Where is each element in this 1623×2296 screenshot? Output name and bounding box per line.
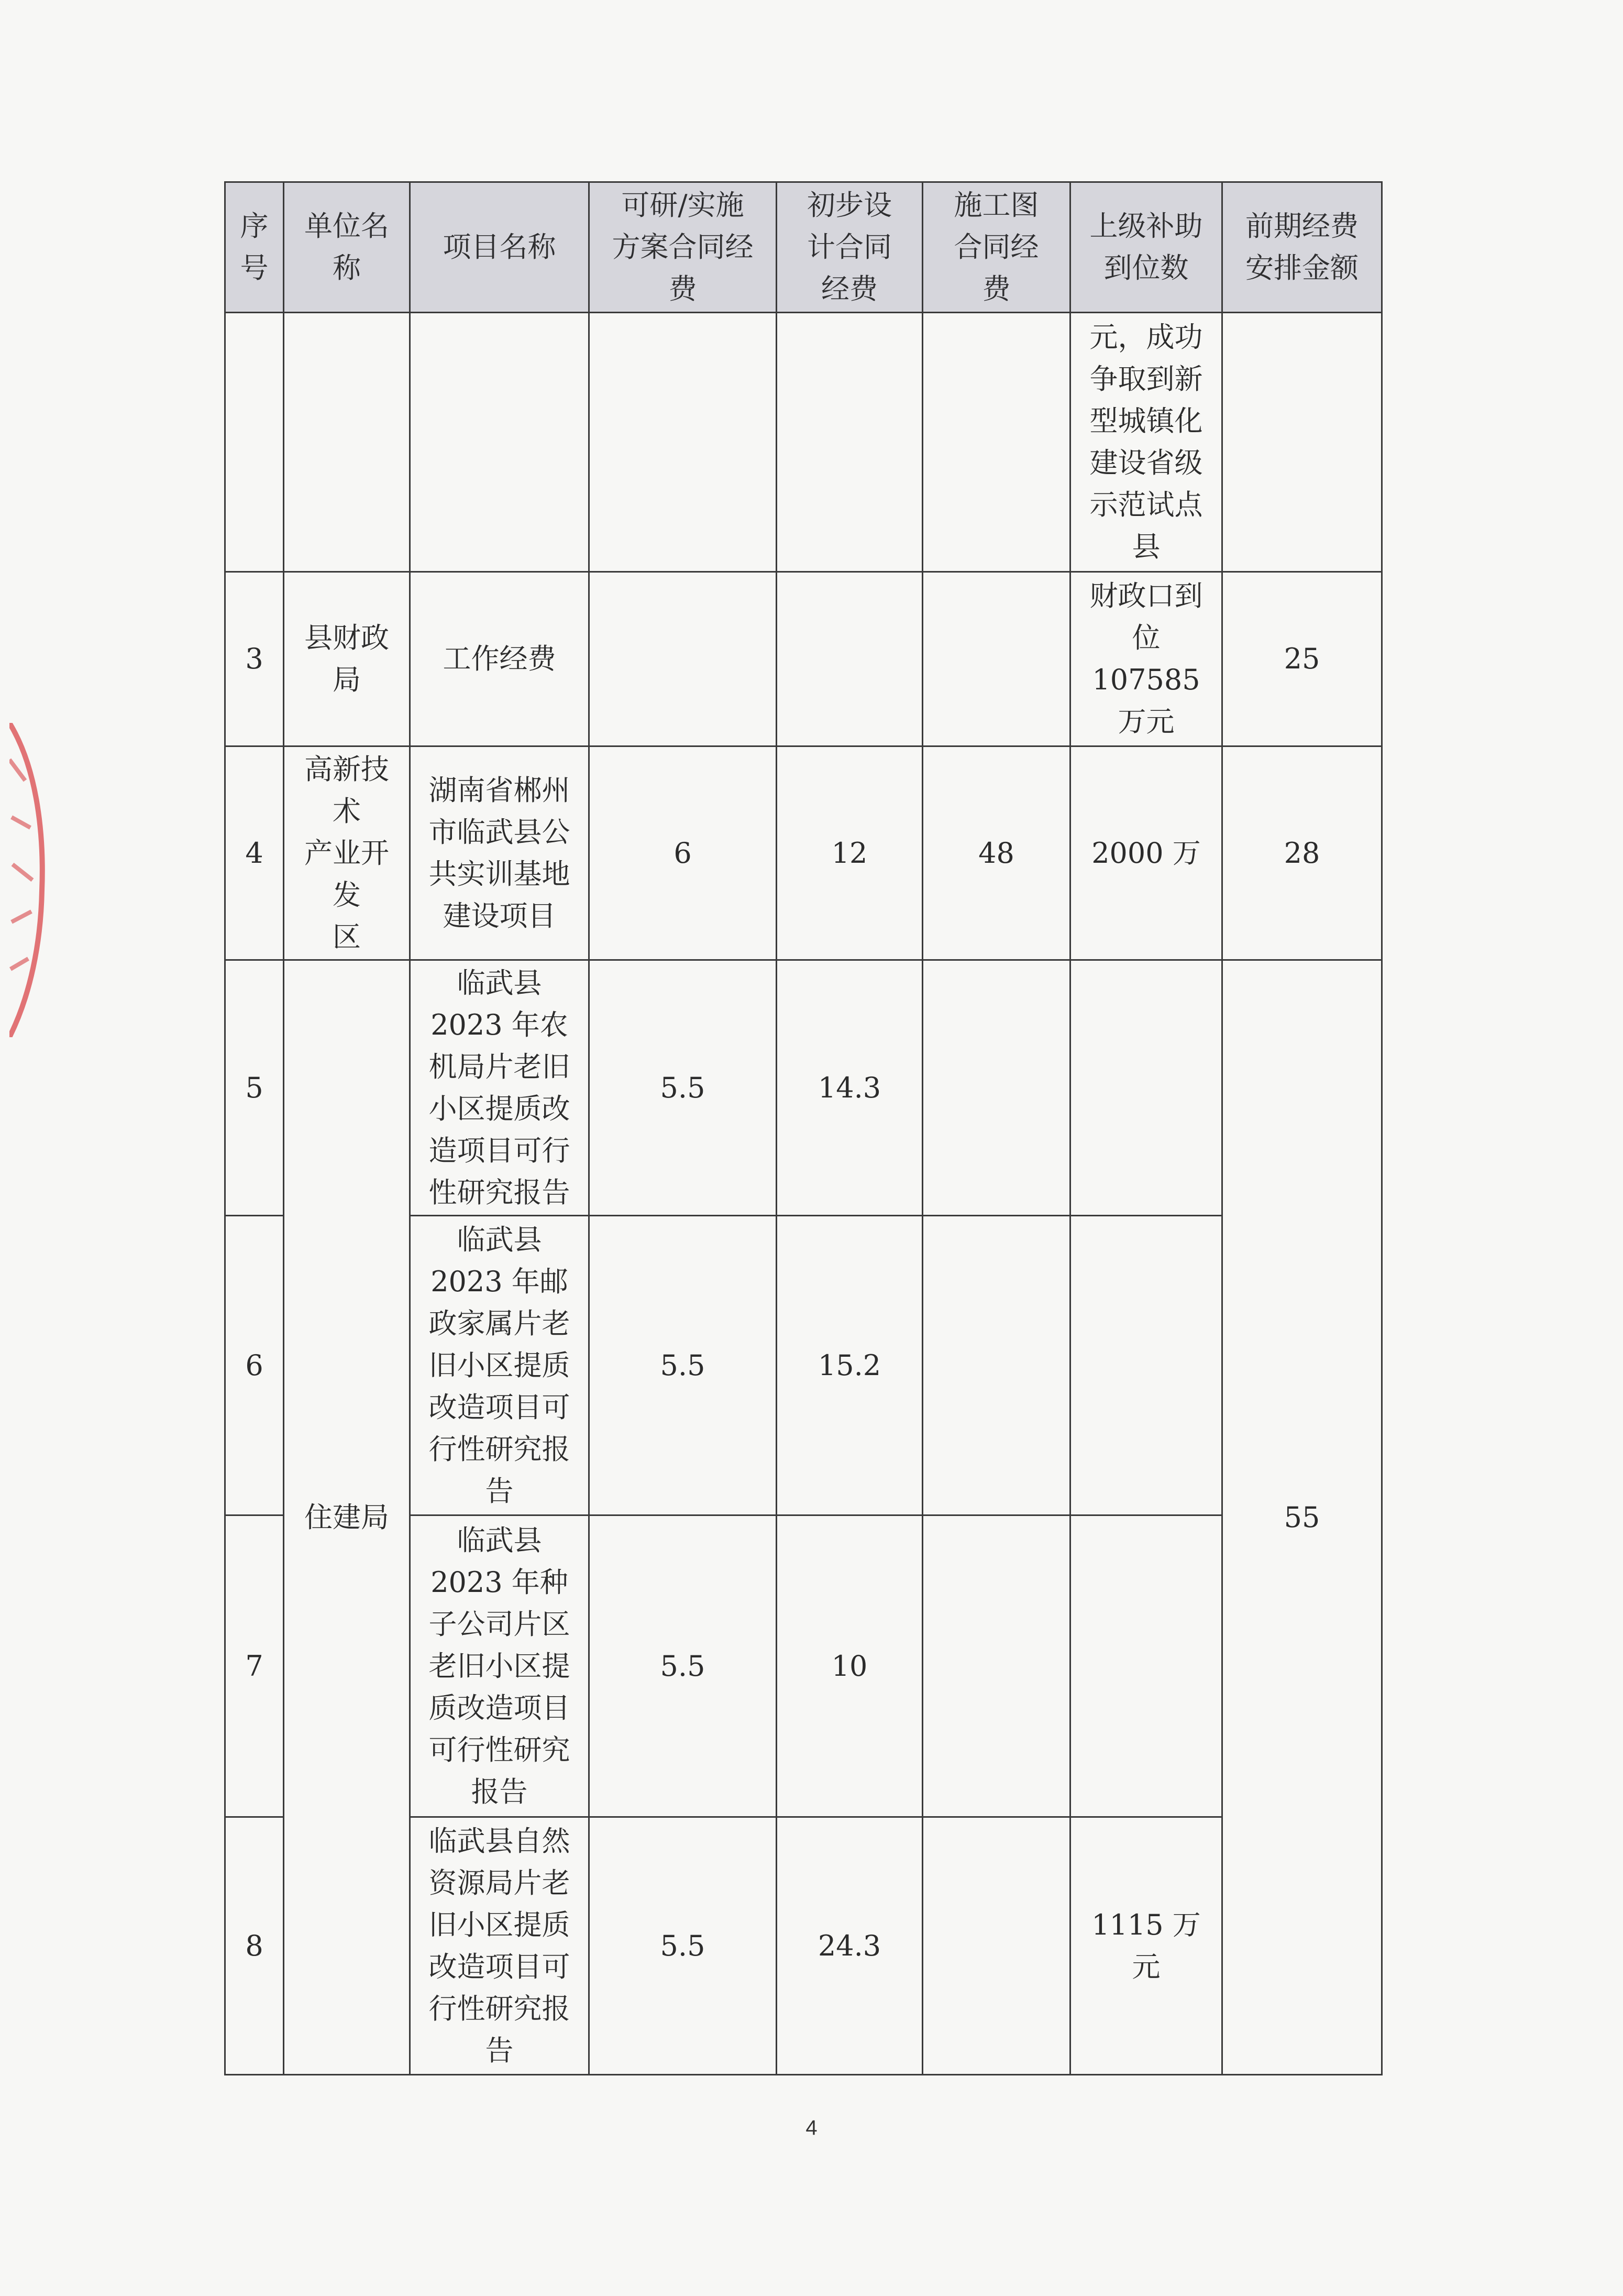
row7-project: 临武县 2023 年种 子公司片区 老旧小区提 质改造项目 可行性研究 报告 (410, 1515, 589, 1817)
cont-project-cell (410, 313, 589, 572)
row3-subsidy: 财政口到 位 107585 万元 (1070, 572, 1222, 746)
cont-feasibility-cell (589, 313, 777, 572)
cont-subsidy-cell: 元，成功 争取到新 型城镇化 建设省级 示范试点 县 (1070, 313, 1222, 572)
table-row (225, 313, 1382, 572)
row4-subsidy: 2000 万 (1070, 746, 1222, 960)
row7-seq: 7 (225, 1515, 284, 1817)
table-row (225, 746, 1382, 960)
row4-feasibility: 6 (589, 746, 777, 960)
cont-amount-cell (1222, 313, 1382, 572)
row6-project: 临武县 2023 年邮 政家属片老 旧小区提质 改造项目可 行性研究报 告 (410, 1216, 589, 1515)
row4-unit: 高新技 术 产业开 发 区 (284, 746, 410, 960)
row8-construction (923, 1817, 1070, 2075)
row7-preliminary: 10 (777, 1515, 923, 1817)
row6-preliminary: 15.2 (777, 1216, 923, 1515)
cont-seq-cell (225, 313, 284, 572)
row3-feasibility (589, 572, 777, 746)
seal-stamp-fragment (9, 723, 46, 1037)
row6-seq: 6 (225, 1216, 284, 1515)
funding-table (224, 181, 1383, 2075)
page-number: 4 (805, 2116, 818, 2139)
header-construction-fee: 施工图 合同经 费 (923, 182, 1070, 313)
row4-preliminary: 12 (777, 746, 923, 960)
row3-amount: 25 (1222, 572, 1382, 746)
table-row (225, 572, 1382, 746)
cont-preliminary-cell (777, 313, 923, 572)
row3-seq: 3 (225, 572, 284, 746)
row5-construction (923, 960, 1070, 1216)
header-project: 项目名称 (410, 182, 589, 313)
row5-subsidy (1070, 960, 1222, 1216)
row8-seq: 8 (225, 1817, 284, 2075)
row7-construction (923, 1515, 1070, 1817)
header-feasibility-fee: 可研/实施 方案合同经 费 (589, 182, 777, 313)
row7-subsidy (1070, 1515, 1222, 1817)
row3-unit: 县财政 局 (284, 572, 410, 746)
row8-project: 临武县自然 资源局片老 旧小区提质 改造项目可 行性研究报 告 (410, 1817, 589, 2075)
row3-construction (923, 572, 1070, 746)
row7-feasibility: 5.5 (589, 1515, 777, 1817)
row4-construction: 48 (923, 746, 1070, 960)
row5-preliminary: 14.3 (777, 960, 923, 1216)
cont-unit-cell (284, 313, 410, 572)
row8-feasibility: 5.5 (589, 1817, 777, 2075)
header-seq: 序 号 (225, 182, 284, 313)
row3-project: 工作经费 (410, 572, 589, 746)
row8-preliminary: 24.3 (777, 1817, 923, 2075)
header-unit: 单位名 称 (284, 182, 410, 313)
row4-seq: 4 (225, 746, 284, 960)
table-row (225, 960, 1382, 1216)
header-preliminary-fee: 初步设 计合同 经费 (777, 182, 923, 313)
row3-preliminary (777, 572, 923, 746)
row4-amount: 28 (1222, 746, 1382, 960)
row8-subsidy: 1115 万 元 (1070, 1817, 1222, 2075)
row6-feasibility: 5.5 (589, 1216, 777, 1515)
table-header-row (225, 182, 1382, 313)
housing-amount-cell: 55 (1222, 960, 1382, 2075)
row6-construction (923, 1216, 1070, 1515)
header-amount: 前期经费 安排金额 (1222, 182, 1382, 313)
cont-construction-cell (923, 313, 1070, 572)
row5-seq: 5 (225, 960, 284, 1216)
row5-project: 临武县 2023 年农 机局片老旧 小区提质改 造项目可行 性研究报告 (410, 960, 589, 1216)
row5-feasibility: 5.5 (589, 960, 777, 1216)
row6-subsidy (1070, 1216, 1222, 1515)
housing-unit-cell: 住建局 (284, 960, 410, 2075)
row4-project: 湖南省郴州 市临武县公 共实训基地 建设项目 (410, 746, 589, 960)
header-subsidy: 上级补助 到位数 (1070, 182, 1222, 313)
